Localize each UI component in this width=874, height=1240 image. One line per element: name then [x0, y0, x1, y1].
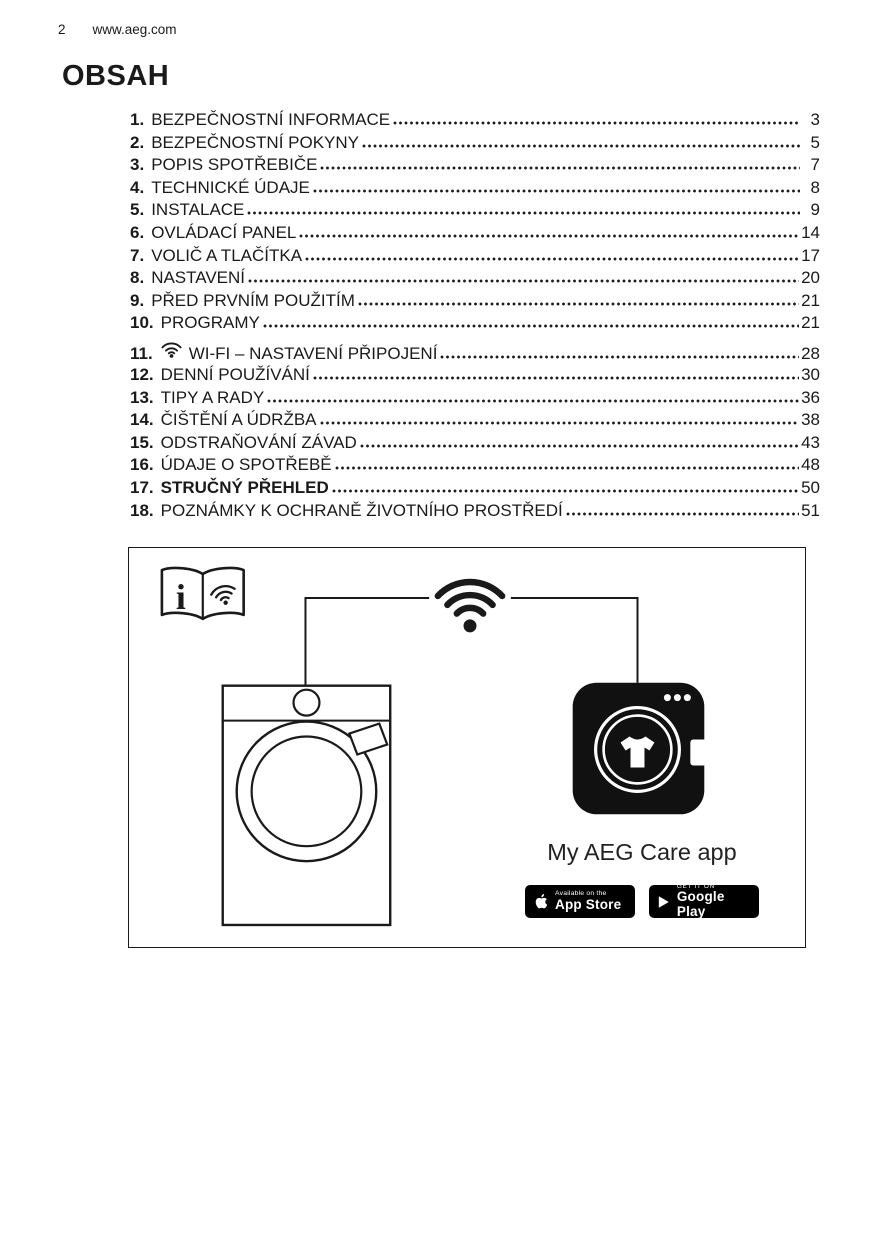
toc-entry[interactable]: [130, 478, 820, 501]
toc-entry-number: 11.: [130, 343, 153, 363]
wifi-icon: [438, 582, 502, 632]
toc-entry-page: 8: [810, 177, 820, 197]
toc-entry-number: 8.: [130, 268, 145, 288]
toc-entry[interactable]: [130, 200, 820, 223]
toc-entry[interactable]: [130, 455, 820, 478]
toc-entry-label: PROGRAMY: [160, 313, 260, 333]
toc-entry-label: DENNÍ POUŽÍVÁNÍ: [160, 364, 310, 384]
toc-entry-label: PŘED PRVNÍM POUŽITÍM: [151, 290, 355, 310]
toc-leader-dots: [360, 444, 799, 448]
toc-leader-dots: [335, 466, 799, 470]
toc-entry[interactable]: [130, 133, 820, 156]
toc-entry-number: 17.: [130, 477, 154, 497]
toc-entry[interactable]: [130, 110, 820, 133]
toc-leader-dots: [320, 421, 800, 425]
svg-text:i: i: [175, 576, 186, 617]
toc-entry[interactable]: [130, 291, 820, 314]
toc-leader-dots: [393, 121, 800, 125]
washing-machine-illustration: [223, 686, 391, 925]
toc-entry-label: BEZPEČNOSTNÍ INFORMACE: [151, 110, 391, 129]
toc-entry-page: 21: [801, 290, 820, 310]
apple-logo-icon: [534, 893, 548, 910]
toc-entry[interactable]: [130, 365, 820, 388]
toc-entry-page: 21: [801, 313, 820, 333]
toc-entry-number: 16.: [130, 455, 154, 475]
website-link[interactable]: www.aeg.com: [92, 22, 177, 37]
toc-entry-page: 9: [810, 200, 820, 220]
toc-entry-label: NASTAVENÍ: [151, 268, 246, 288]
toc-entry-label: STRUČNÝ PŘEHLED: [160, 477, 329, 497]
toc-entry-label: ODSTRAŇOVÁNÍ ZÁVAD: [160, 432, 357, 452]
toc-entry-number: 9.: [130, 290, 145, 310]
toc-leader-dots: [305, 257, 799, 261]
toc-entry-page: 51: [801, 500, 820, 520]
app-icon-door-handle: [690, 740, 710, 766]
toc-entry[interactable]: [130, 388, 820, 411]
page-header: [58, 22, 177, 37]
toc-entry-page: 30: [801, 364, 820, 384]
toc-entry-page: 5: [810, 132, 820, 152]
store-badges: [525, 885, 759, 918]
toc-entry-label: OVLÁDACÍ PANEL: [151, 222, 297, 242]
toc-leader-dots: [263, 324, 799, 328]
google-play-logo-icon: [658, 895, 670, 909]
toc-entry-page: 14: [801, 222, 820, 242]
toc-entry-page: 36: [801, 387, 820, 407]
google-play-badge-name: Google Play: [676, 889, 725, 920]
toc-entry[interactable]: [130, 433, 820, 456]
toc-entry[interactable]: [130, 155, 820, 178]
toc-leader-dots: [299, 234, 799, 238]
manual-wifi-book-icon: [162, 568, 244, 619]
toc-leader-dots: [566, 512, 799, 516]
toc-entry-number: 2.: [130, 132, 145, 152]
toc-entry-number: 14.: [130, 410, 154, 430]
app-store-badge-name: App Store: [555, 896, 622, 912]
toc-entry[interactable]: [130, 246, 820, 269]
toc-entry-label: POZNÁMKY K OCHRANĚ ŽIVOTNÍHO PROSTŘEDÍ: [160, 500, 563, 520]
toc-entry[interactable]: [130, 178, 820, 201]
google-play-badge-tagline: GET IT ON: [676, 883, 715, 891]
toc-entry-number: 12.: [130, 364, 154, 384]
toc-leader-dots: [440, 355, 799, 359]
toc-entry-number: 7.: [130, 245, 145, 265]
toc-leader-dots: [358, 302, 799, 306]
wifi-icon: [160, 341, 183, 359]
toc-entry-label: VOLIČ A TLAČÍTKA: [151, 245, 303, 265]
table-of-contents: [130, 110, 820, 523]
google-play-badge[interactable]: [649, 885, 759, 918]
toc-entry-page: 28: [801, 343, 820, 363]
app-store-badge[interactable]: [525, 885, 635, 918]
toc-leader-dots: [267, 399, 799, 403]
toc-entry-number: 13.: [130, 387, 154, 407]
toc-entry[interactable]: [130, 268, 820, 291]
toc-entry-number: 1.: [130, 110, 145, 129]
toc-leader-dots: [320, 166, 800, 170]
toc-entry-label: TIPY A RADY: [160, 387, 265, 407]
toc-leader-dots: [332, 489, 799, 493]
toc-entry-number: 6.: [130, 222, 145, 242]
toc-leader-dots: [313, 189, 800, 193]
toc-entry-label: INSTALACE: [151, 200, 245, 220]
toc-entry[interactable]: [130, 223, 820, 246]
toc-entry-label: BEZPEČNOSTNÍ POKYNY: [151, 132, 360, 152]
page-number: 2: [58, 22, 66, 37]
toc-entry-label: WI-FI – NASTAVENÍ PŘIPOJENÍ: [188, 343, 438, 363]
care-app-icon: [573, 683, 711, 815]
toc-entry-page: 17: [801, 245, 820, 265]
toc-entry-page: 43: [801, 432, 820, 452]
app-name-caption: My AEG Care app: [547, 839, 737, 865]
toc-entry-number: 10.: [130, 313, 154, 333]
toc-leader-dots: [247, 211, 800, 215]
toc-entry-page: 38: [801, 410, 820, 430]
toc-entry[interactable]: [130, 410, 820, 433]
toc-entry-label: ČIŠTĚNÍ A ÚDRŽBA: [160, 410, 317, 430]
toc-entry-page: 50: [801, 477, 820, 497]
toc-entry-label: TECHNICKÉ ÚDAJE: [151, 177, 310, 197]
app-store-badge-tagline: Available on the: [555, 890, 607, 898]
toc-entry-number: 5.: [130, 200, 145, 220]
toc-entry-number: 18.: [130, 500, 154, 520]
toc-leader-dots: [362, 144, 800, 148]
contents-title: OBSAH: [62, 60, 170, 92]
toc-entry-page: 20: [801, 268, 820, 288]
toc-entry-page: 7: [810, 155, 820, 175]
toc-leader-dots: [313, 376, 799, 380]
toc-leader-dots: [248, 279, 799, 283]
toc-entry-label: POPIS SPOTŘEBIČE: [151, 155, 318, 175]
toc-entry-number: 15.: [130, 432, 154, 452]
toc-entry-page: 48: [801, 455, 820, 475]
toc-entry-number: 3.: [130, 155, 145, 175]
toc-entry[interactable]: [130, 501, 820, 524]
toc-entry[interactable]: [130, 341, 820, 365]
toc-entry-number: 4.: [130, 177, 145, 197]
toc-entry-page: 3: [810, 110, 820, 129]
toc-entry-label: ÚDAJE O SPOTŘEBĚ: [160, 455, 332, 475]
app-connectivity-figure: [128, 547, 806, 948]
toc-entry[interactable]: [130, 313, 820, 336]
